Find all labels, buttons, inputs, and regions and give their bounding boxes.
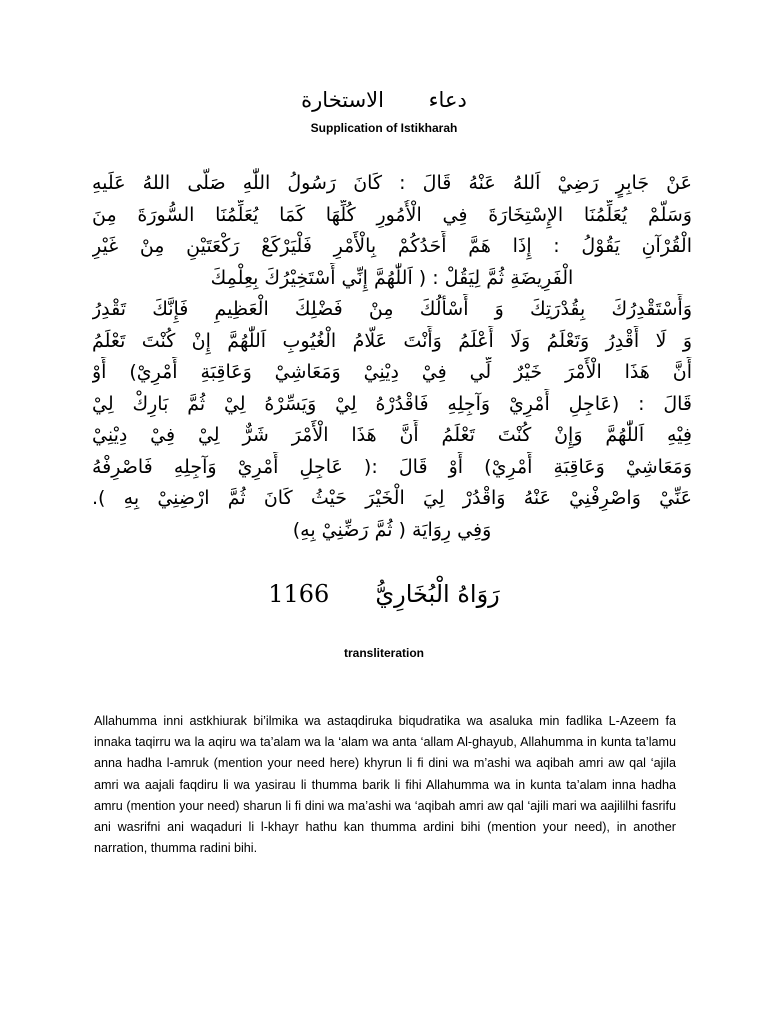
arabic-line: فِيْهِ اَللّٰهُمَّ وَإِنْ كُنْتَ تَعْلَمُ أَنَّ هَذَا الْأَمْرَ شَرٌّ لِيْ فِيْ دِيْنِيْ [92, 424, 692, 446]
arabic-supplication-text [92, 168, 692, 546]
arabic-line: وَسَلَّمْ يُعَلِّمُنَا الإِسْتِخَارَةَ فِي الْأُمُورِ كُلِّهَا كَمَا يُعَلِّمُنَا السُّورَةَ مِنَ [92, 203, 692, 226]
arabic-line: أَنَّ هَذَا الْأَمْرَ خَيْرٌ لِّي فِيْ دِيْنِيْ وَمَعَاشِيْ وَعَاقِبَةِ أَمْرِيْ) أَوْ [92, 361, 692, 383]
arabic-line: وَأَسْتَقْدِرُكَ بِقُدْرَتِكَ وَ أَسْأَلُكَ مِنْ فَضْلِكَ الْعَظِيمِ فَإِنَّكَ تَقْدِرُ [92, 298, 692, 320]
arabic-line: قَالَ : (عَاجِلِ أَمْرِيْ وَآجِلِهِ فَاقْدُرْهُ لِيْ وَيَسِّرْهُ لِيْ ثُمَّ بَارِكْ لِيْ [92, 392, 692, 415]
arabic-line: عَنِّيْ وَاصْرِفْنِيْ عَنْهُ وَاقْدُرْ لِيَ الْخَيْرَ حَيْثُ كَانَ ثُمَّ ارْضِنِيْ بِهِ ). [92, 487, 692, 509]
arabic-line: وَفِي رِوَايَة ( ثُمَّ رَضِّنِيْ بِهِ) [292, 518, 492, 541]
hadith-reference [0, 580, 768, 608]
arabic-line: وَ لَا أَقْدِرُ وَتَعْلَمُ وَلَا أَعْلَمُ وَأَنْتَ عَلَّامُ الْغُيُوبِ اَللّٰهُمَّ إِنْ كُنْتَ تَعْلَمُ [92, 329, 692, 352]
arabic-line: الْفَرِيضَةِ ثُمَّ لِيَقُلْ : ( اَللّٰهُمَّ إِنِّي أَسْتَخِيْرُكَ بِعِلْمِكَ [210, 266, 574, 289]
transliteration-paragraph: Allahumma inni astkhiurak bi’ilmika wa astaqdiruka biqudratika wa asaluka min fadlika L-Azeem fa innaka taqirru wa la aqiru wa ta’alam wa la ‘alam wa anta ‘allam Al-ghayub, Allahumma in kunta ta’lamu anna hadha l-amruk (mention your need here) khyrun li fi dini wa m’ashi wa aqibah amri aw qal ‘ajila amri wa aajali faqdiru li wa yasirau li thumma barik li fihi Allahumma wa in kunta ta’alam inna hadha amru (mention your need) sharun li fi dini wa ma’ashi wa ‘aqibah amri aw qal ‘ajili mari wa aajililhi fasrifu ani wasrifni ani waqaduri li l-khayr hathu kan thumma ardini bihi (mention your need), in another narration, thumma radini bihi. [94, 714, 676, 856]
arabic-line: الْقُرْآنِ يَقُوْلُ : إِذَا هَمَّ أَحَدُكُمْ بِالْأَمْرِ فَلْيَرْكَعْ رَكْعَتَيْنِ مِنْ غَيْرِ [92, 235, 692, 257]
transliteration-heading: transliteration [343, 646, 424, 660]
arabic-line: وَمَعَاشِيْ وَعَاقِبَةِ أَمْرِيْ) أَوْ قَالَ :( عَاجِلِ أَمْرِيْ وَآجِلِهِ فَاصْرِفْهُ [92, 455, 692, 478]
arabic-line: عَنْ جَابِرٍ رَضِيْ اَللهُ عَنْهُ قَالَ : كَانَ رَسُولُ اللّٰهِ صَلَّى اللهُ عَلَيهِ [92, 172, 692, 194]
reference-number: 1166 [268, 580, 330, 608]
arabic-title: دعاء الاستخارة [301, 88, 467, 112]
english-title: Supplication of Istikharah [310, 121, 458, 135]
reference-source: رَوَاهُ الْبُخَارِيُّ [375, 580, 500, 608]
